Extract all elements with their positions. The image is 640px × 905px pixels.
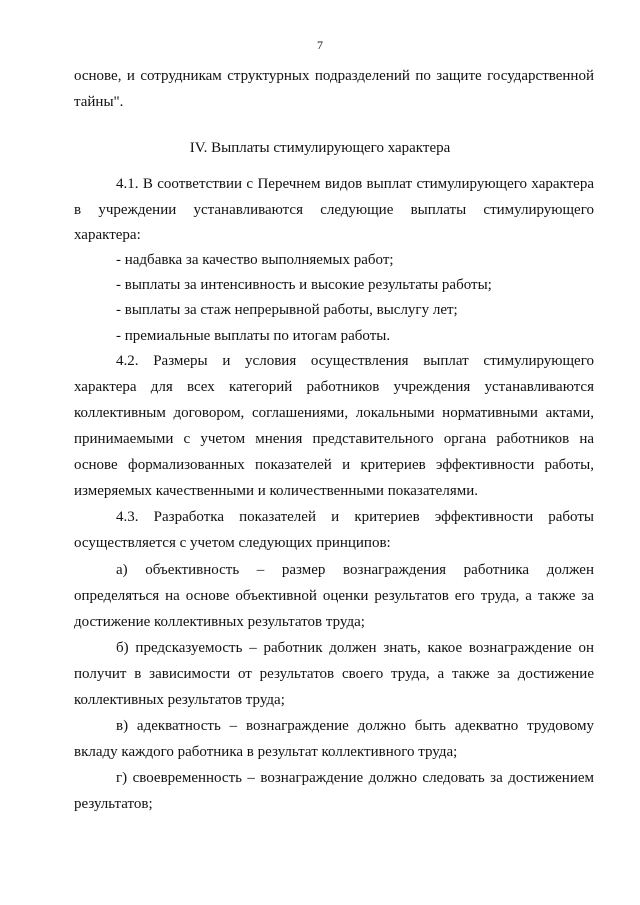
- paragraph-first-line: 4.3. Разработка показателей и критериев эффективности работы: [116, 509, 594, 525]
- text-line: основе формализованных показателей и критериев эффективности работы,: [74, 457, 594, 473]
- list-item: - премиальные выплаты по итогам работы.: [116, 328, 391, 344]
- text-line: основе, и сотрудникам структурных подразделений по защите государственной: [74, 68, 594, 84]
- text-line: в учреждении устанавливаются следующие выплаты стимулирующего: [74, 202, 594, 218]
- list-item: - надбавка за качество выполняемых работ;: [116, 252, 394, 268]
- text-line: осуществляется с учетом следующих принципов:: [74, 535, 391, 551]
- text-line: принимаемыми с учетом мнения представительного органа работников на: [74, 431, 594, 447]
- text-line: получит в зависимости от результатов своего труда, а также за достижение: [74, 666, 594, 682]
- paragraph-first-line: г) своевременность – вознаграждение должно следовать за достижением: [116, 770, 594, 786]
- text-line: измеряемых качественными и количественными показателями.: [74, 483, 478, 499]
- text-line: определяться на основе объективной оценки результатов его труда, а также за: [74, 588, 594, 604]
- page-number: 7: [317, 38, 323, 52]
- text-line: характера для всех категорий работников учреждения устанавливаются: [74, 379, 594, 395]
- list-item: - выплаты за интенсивность и высокие результаты работы;: [116, 277, 492, 293]
- text-line: коллективным договором, соглашениями, локальными нормативными актами,: [74, 405, 594, 421]
- paragraph-first-line: в) адекватность – вознаграждение должно быть адекватно трудовому: [116, 718, 594, 734]
- text-line: характера:: [74, 227, 141, 243]
- paragraph-first-line: 4.1. В соответствии с Перечнем видов выплат стимулирующего характера: [116, 176, 594, 192]
- text-line: коллективных результатов труда;: [74, 692, 285, 708]
- section-heading: IV. Выплаты стимулирующего характера: [189, 140, 451, 156]
- list-item: - выплаты за стаж непрерывной работы, выслугу лет;: [116, 302, 458, 318]
- paragraph-first-line: а) объективность – размер вознаграждения работника должен: [116, 562, 594, 578]
- text-line: результатов;: [74, 796, 153, 812]
- paragraph-first-line: 4.2. Размеры и условия осуществления выплат стимулирующего: [116, 353, 594, 369]
- text-line: вкладу каждого работника в результат коллективного труда;: [74, 744, 458, 760]
- paragraph-first-line: б) предсказуемость – работник должен знать, какое вознаграждение он: [116, 640, 594, 656]
- text-line: тайны".: [74, 94, 124, 110]
- text-line: достижение коллективных результатов труда;: [74, 614, 365, 630]
